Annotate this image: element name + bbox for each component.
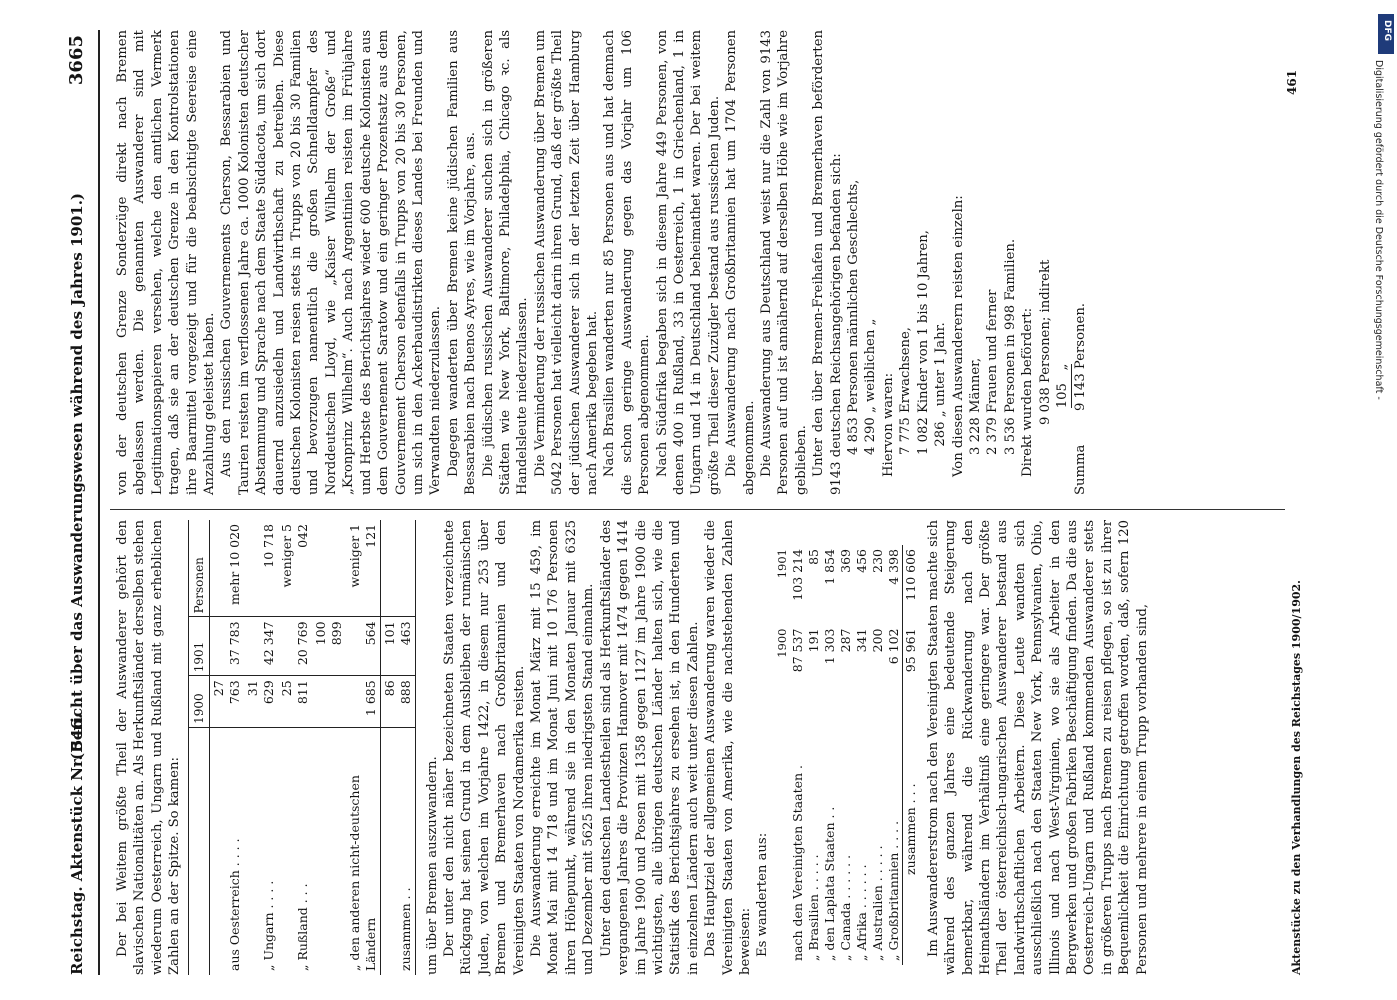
t1-cell: „ Rußland . . . — [294, 883, 310, 971]
table-row — [854, 545, 870, 965]
table-row — [244, 520, 278, 975]
t2-cell: 369 — [837, 549, 853, 573]
t2-cell: 1 854 — [821, 549, 837, 585]
label: „ weiblichen „ — [863, 318, 879, 414]
header-title: (Bericht über das Auswanderungswesen während des Jahres 1901.) — [68, 192, 86, 760]
t1-cell: zusammen . . — [380, 727, 415, 975]
list-item — [1002, 30, 1019, 455]
origin-table — [188, 520, 416, 975]
column-separator — [110, 509, 1285, 510]
t1-cell: 564 — [346, 617, 381, 676]
destination-table — [774, 545, 919, 965]
paragraph: Aus den russischen Gouvernements Cherson, Bessarabien und Taurien reisten im verflossenen Jahre ca. 1000 Kolonisten deutscher Abstammung und Sprache nach dem Staate Süddacota, um sich dort dauernd anzusiedeln und Landwirthschaft zu betreiben. Diese deutschen Kolonisten reisen stets in Trupps von 20 bis 30 Familien und bevorzugen namentlich die großen Schnelldampfer des Norddeutschen Lloyd, wie „Kaiser Wilhelm der Große“ und „Kronprinz Wilhelm“. Auch nach Argentinien reisten im Frühjahre und Herbste des Berichtsjahres wieder 600 deutsche Kolonisten aus dem Gouvernement Saratow und ein geringer Prozentsatz aus dem Gouvernement Cherson ebenfalls in Trupps von 20 bis 30 Personen, um sich in den Ackerbaudistrikten dieses Landes bei Freunden und Verwandten niederzulassen. — [219, 30, 444, 495]
list-item — [967, 30, 984, 455]
paragraph: Der unter den nicht näher bezeichneten Staaten verzeichnete Rückgang hat seinen Grund in dem Ausbleiben der rumänischen Juden, von welchen im Vorjahre 1422, in diesem nur 253 über Bremen und Bremerhaven nach Großbritannien und den Vereinigten Staaten von Nordamerika reisten. — [442, 520, 527, 975]
count: 3 536 — [1002, 417, 1018, 455]
table-row — [312, 520, 346, 975]
label: Personen männlichen Geschlechts, — [846, 179, 862, 414]
t2-year: 1900 — [774, 628, 789, 658]
t1-header-3: Personen — [188, 520, 209, 617]
t2-cell: 85 — [805, 549, 821, 565]
count: 9 038 — [1037, 387, 1053, 425]
page-number: 3665 — [66, 35, 87, 86]
sum-number: 9 143 — [1073, 373, 1089, 412]
t1-cell: „ den anderen nicht-deutschen Ländern — [346, 775, 378, 971]
t2-cell: „ den Laplata Staaten . . — [821, 806, 837, 961]
list-item — [932, 30, 949, 455]
paragraph: Dagegen wanderten über Bremen keine jüdischen Familien aus Bessarabien nach Buenos Ayres, wie im Vorjahre, aus. — [445, 30, 479, 495]
paragraph: von der deutschen Grenze Sonderzüge direkt nach Bremen abgelassen werden. Die genannten Auswanderer sind mit Legitimationspapieren versehen, welche den amtlichen Vermerk tragen, daß sie an der deutschen Grenze in den Kontrolstationen ihre Baarmittel vorgezeigt und für die beabsichtigte Seereise eine Anzahlung geleistet haben. — [115, 30, 218, 495]
list-item — [845, 30, 862, 455]
list-item — [915, 30, 932, 455]
t2-cell: 4 398 — [885, 549, 901, 585]
digitization-note — [1360, 60, 1394, 940]
t2-total-label: zusammen . . . — [902, 693, 919, 965]
paragraph: Die Auswanderung nach Großbritannien hat um 1704 Personen abgenommen. — [724, 30, 757, 495]
list-item — [984, 30, 1001, 455]
count: 105 — [1054, 383, 1070, 409]
label: „ — [1054, 363, 1070, 371]
list-item — [897, 30, 914, 455]
count: 4 290 — [863, 417, 879, 455]
t2-cell: 341 — [853, 628, 869, 653]
count: 1 082 — [915, 417, 931, 455]
t2-cell: 103 214 — [789, 549, 805, 601]
paragraph: Das Hauptziel der allgemeinen Auswanderung waren wieder die Vereinigten Staaten von Amerika, wie die nachstehenden Zahlen beweisen: — [703, 520, 753, 975]
t1-cell: 25 811 — [278, 676, 312, 728]
t1-cell: 86 888 — [380, 676, 415, 728]
t2-cell: 1 303 — [821, 628, 837, 665]
t2-cell: 287 — [837, 628, 853, 653]
t1-cell: weniger 1 121 — [346, 520, 381, 617]
page-header — [60, 30, 96, 975]
table-row — [806, 545, 822, 965]
count: 286 — [933, 421, 949, 447]
paragraph: Es wanderten aus: — [755, 832, 771, 957]
paragraph: Nach Südafrika begaben sich in diesem Jahre 449 Personen, von denen 400 in Rußland, 33 in Oesterreich, 1 in Griechenland, 1 in Ungarn und 14 in Deutschland beheimathet waren. Der bei weitem größte Theil dieser Zuzügler bestand aus russischen Juden. — [654, 30, 722, 495]
digitization-text: Digitalisierung gefördert durch die Deutsche Forschungsgemeinschaft - — [1373, 60, 1384, 400]
label: Erwachsene, — [898, 327, 914, 414]
right-column — [114, 30, 1284, 495]
t1-header-0 — [188, 727, 209, 975]
t2-cell: 191 — [805, 628, 821, 653]
paragraph: Die jüdischen russischen Auswanderer suchen sich in größeren Städten wie New York, Baltimore, Philadelphia, Chicago ꝛc. als Handelsleute niederzulassen. — [480, 30, 531, 495]
t1-cell — [312, 520, 346, 617]
t1-cell: 27 763 — [209, 676, 244, 728]
table-row — [278, 520, 312, 975]
label: „ unter 1 Jahr. — [933, 322, 949, 418]
t2-cell: 6 102 — [885, 628, 901, 665]
t1-cell — [380, 520, 415, 617]
t2-cell: „ Brasilien . . . . . — [805, 854, 821, 961]
t2-total: 95 961 — [902, 625, 919, 694]
t2-year: 1901 — [774, 549, 789, 579]
intro-paragraph: Der bei Weitem größte Theil der Auswanderer gehört den slavischen Nationalitäten an. Als Herkunftsländer derselben stehen wiederum Oesterreich, Ungarn und Rußland mit ganz erheblichen Zahlen an der Spitze. So kamen: — [115, 520, 183, 975]
label: Personen; indirekt — [1037, 259, 1053, 384]
table-row — [838, 545, 854, 965]
t2-cell: 230 — [869, 549, 885, 573]
underlined-count — [1054, 364, 1072, 409]
table-row — [790, 545, 806, 965]
header-rule — [98, 30, 100, 975]
footer-note: Aktenstücke zu den Verhandlungen des Reichstages 1900/1902. — [1290, 580, 1303, 975]
after-table-text: um über Bremen auszuwandern. — [424, 756, 440, 975]
count: 2 379 — [985, 417, 1001, 455]
list-item — [1054, 30, 1072, 425]
t2-cell: „ Afrika . . . . . . — [853, 864, 869, 961]
t2-cell: 87 537 — [789, 628, 805, 673]
t1-cell — [312, 676, 346, 728]
t1-cell: 101 463 — [380, 617, 415, 676]
t2-cell: nach den Vereinigten Staaten . — [789, 764, 805, 961]
paragraph: Von diesen Auswanderern reisten einzeln: — [950, 195, 966, 477]
t2-cell: „ Großbritannien . . . . — [885, 820, 901, 961]
t1-cell: 10 718 — [244, 520, 278, 617]
t1-header-2: 1901 — [188, 617, 209, 676]
paragraph: Die Verminderung der russischen Auswanderung über Bremen um 5042 Personen hat vielleicht darin ihren Grund, daß der größte Theil der jüdischen Auswanderer sich in der letzten Zeit über Hamburg nach Amerika begeben hat. — [532, 30, 600, 495]
t2-total: 110 606 — [902, 545, 919, 625]
table-row — [902, 545, 919, 965]
t1-cell: 20 769 — [278, 617, 312, 676]
dfg-logo-text: DFG — [1382, 20, 1392, 42]
paragraph: Hiervon waren: — [880, 372, 896, 477]
label: Männer, — [967, 357, 983, 414]
table-row — [346, 520, 381, 975]
t2-cell: 200 — [869, 628, 885, 653]
t1-cell: weniger 5 042 — [278, 520, 312, 617]
t2-cell: „ Canada . . . . . . — [837, 854, 853, 961]
table-row — [822, 545, 838, 965]
paragraph: Im Auswandererstrom nach den Vereinigten Staaten machte sich während des ganzen Jahres eine bedeutende Steigerung bemerkbar, während die Rückwanderung nach den Heimathsländern im Verhältniß eine geringere war. Der größte Theil der österreichisch-ungarischen Auswanderer bestand aus landwirthschaftlichen Arbeitern. Diese Leute wandten sich ausschließlich nach den Staaten New York, Pennsylvanien, Ohio, Illinois und nach West-Virginien, wo sie als Arbeiter in den Bergwerken und großen Fabriken Beschäftigung finden. Da die aus Oesterreich-Ungarn und Rußland kommenden Auswanderer stets in größeren Trupps nach Bremen zu reisen pflegen, so ist zu ihrer Bequemlichkeit die Einrichtung getroffen worden, daß, sofern 120 Personen und mehrere in einem Trupp vorhanden sind, — [925, 520, 1150, 975]
table-row — [886, 545, 903, 965]
dfg-logo — [1378, 14, 1394, 54]
t1-cell: „ Ungarn . . . . — [260, 880, 276, 971]
t1-cell: 100 899 — [312, 617, 346, 676]
count: 7 775 — [898, 417, 914, 455]
header-left: Reichstag. Aktenstück Nr. 546. — [68, 713, 86, 975]
t1-cell — [312, 727, 346, 975]
table-row — [774, 545, 790, 965]
label: Frauen und ferner — [985, 289, 1001, 414]
t1-cell: 1 685 — [346, 676, 381, 728]
paragraph: Direkt wurden befördert: — [1020, 307, 1036, 477]
t1-cell: aus Oesterreich . . . . — [226, 838, 242, 971]
paragraph: Nach Brasilien wanderten nur 85 Personen aus und hat demnach die schon geringe Auswanderung gegen das Vorjahr um 106 Personen abgenommen. — [602, 30, 653, 495]
label: Personen in 998 Familien. — [1002, 238, 1018, 414]
t1-header-1: 1900 — [188, 676, 209, 728]
label: Kinder von 1 bis 10 Jahren, — [915, 230, 931, 414]
table-row — [209, 520, 244, 975]
table-row — [380, 520, 415, 975]
count: 3 228 — [967, 417, 983, 455]
t1-cell: 31 629 — [244, 676, 278, 728]
t2-cell — [774, 693, 790, 965]
t1-cell: 37 783 — [209, 617, 244, 676]
left-column — [114, 520, 1284, 975]
paragraph: Unter den über Bremen-Freihafen und Bremerhaven beförderten 9143 deutschen Reichsangehörigen befanden sich: — [811, 30, 844, 495]
paragraph: Unter den deutschen Landestheilen sind als Herkunftsländer des vergangenen Jahres die Provinzen Hannover mit 1474 gegen 1414 im Jahre 1900 und Posen mit 1358 gegen 1127 im Jahre 1900 die wichtigsten, alle übrigen deutschen Länder halten sich, wie die Statistik des Berichtsjahres zu ersehen ist, in den Hunderten und in einzelnen Ländern auch weit unter diesen Zahlen. — [598, 520, 701, 975]
t2-cell: „ Australien . . . . . — [869, 845, 885, 961]
list-item — [862, 30, 879, 455]
list-item — [1037, 30, 1054, 425]
sum-label: Summa — [1073, 444, 1089, 495]
sum-line — [1072, 30, 1089, 495]
t1-cell: mehr 10 020 — [209, 520, 244, 617]
t2-cell: 456 — [853, 549, 869, 573]
paragraph: Die Auswanderung aus Deutschland weist nur die Zahl von 9143 Personen auf und ist annähernd auf derselben Höhe wie im Vorjahre geblieben. — [759, 30, 809, 495]
sum-unit: Personen. — [1073, 302, 1089, 370]
t1-cell: 42 347 — [244, 617, 278, 676]
count: 4 853 — [846, 417, 862, 455]
bottom-page-number: 461 — [1285, 69, 1299, 95]
table-row — [870, 545, 886, 965]
paragraph: Die Auswanderung erreichte im Monat März mit 15 459, im Monat Mai mit 14 718 und im Monat Juni mit 10 176 Personen ihren Höhepunkt, während sie in den Monaten Januar mit 6325 und Dezember mit 5625 ihren niedrigsten Stand einnahm. — [529, 520, 597, 975]
